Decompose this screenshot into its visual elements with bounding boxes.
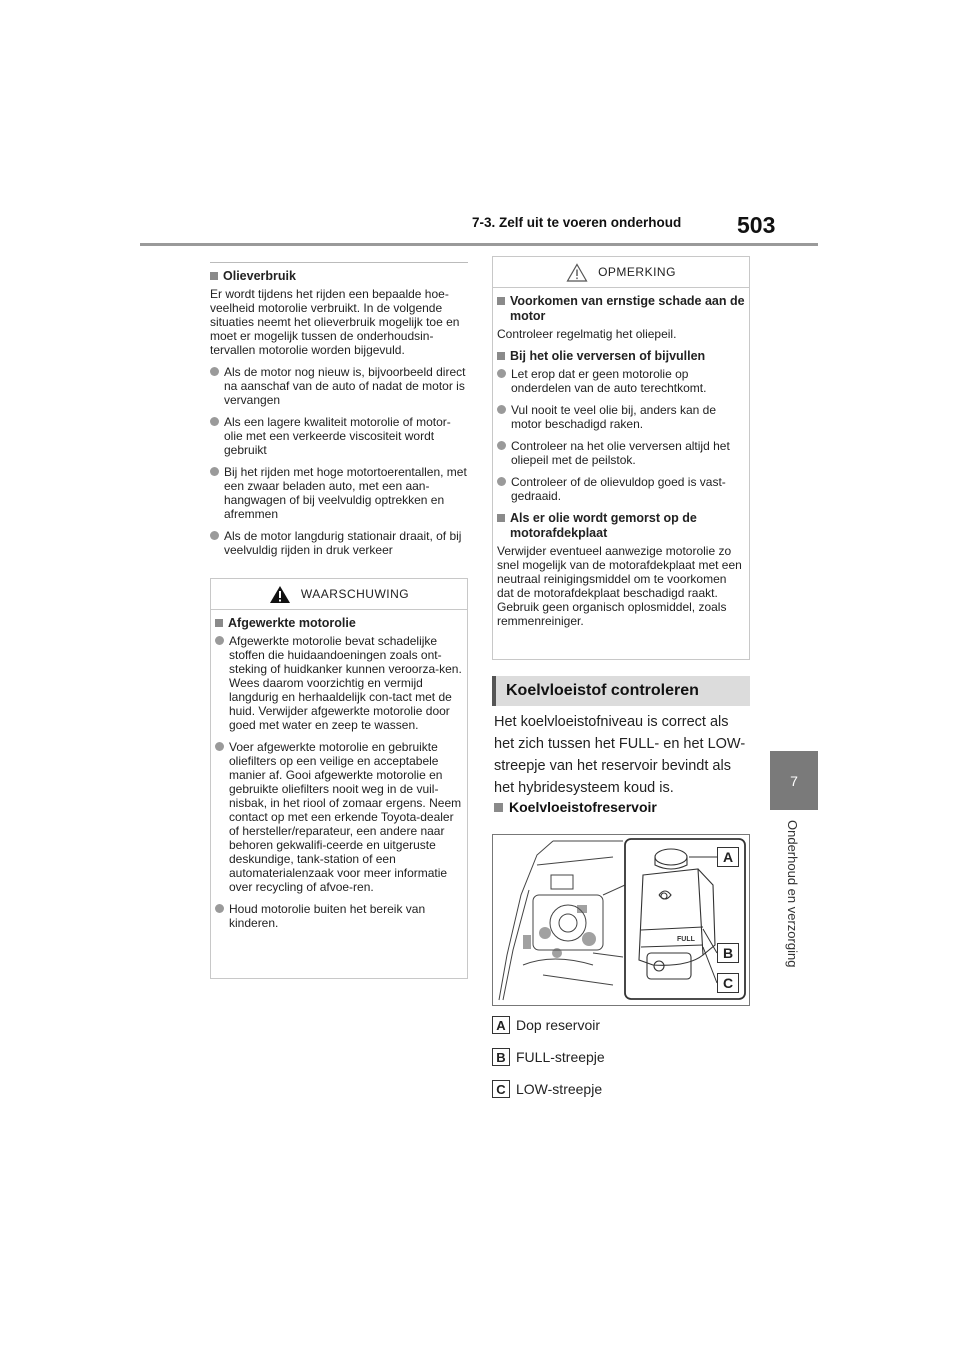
list-item: Controleer of de olievuldop goed is vast-gedraaid. [497,475,745,503]
square-bullet-icon [215,619,223,627]
list-item: Voer afgewerkte motorolie en gebruikte oliefilters op een veilige en acceptabele manier af. Gooi afgewerkte motorolie en gebruikte oliefilters nooit weg in de vuil-nisbak, in het riool of zomaar ergens. Neem contact op met een erkende Toyota-dealer of hersteller/reparateur, een andere naar behoren gekwalifi-ceerde en uitgeruste deskundige, tank-station of een automaterialenzaak voor meer informatie over recycling of afvoe-ren. [215,740,463,894]
legend-text: LOW-streepje [516,1081,603,1097]
figure-label-c: C [717,973,739,993]
square-bullet-icon [497,514,505,522]
notice-heading: Bij het olie verversen of bijvullen [497,349,745,364]
list-item: Afgewerkte motorolie bevat schadelijke stoffen die huidaandoeningen zoals ont-steking of huidkanker kunnen veroorza-ken. Wees daarom voorzichtig en vermijd langdurig en herhaaldelijk con-tact met de huid. Verwijder afgewerkte motorolie door goed met water en zeep te wassen. [215,634,463,732]
oil-consumption-section [210,262,468,565]
list-item: Controleer na het olie verversen altijd het oliepeil met de peilstok. [497,439,745,467]
square-bullet-icon [497,352,505,360]
legend-text: FULL-streepje [516,1049,605,1065]
section-rule [210,262,468,263]
oil-consumption-intro: Er wordt tijdens het rijden een bepaalde hoe-veelheid motorolie verbruikt. In de volgende situaties neemt het olieverbruik mogelijk toe en moet er mogelijk tussen de onderhoudsin-tervallen motorolie worden bijgevuld. [210,287,460,357]
warning-box [210,578,468,979]
notice-title-bar [493,257,749,288]
reservoir-heading: Koelvloeistofreservoir [494,799,657,815]
oil-consumption-heading: Olieverbruik [210,269,468,284]
list-item: Houd motorolie buiten het bereik van kinderen. [215,902,463,930]
square-bullet-icon [494,803,503,812]
bullet-dot-icon [210,531,219,540]
caution-outline-icon [566,263,588,282]
notice-title: OPMERKING [598,265,676,279]
list-item: Als een lagere kwaliteit motorolie of motor-olie met een verkeerde viscositeit wordt gebruikt [210,415,468,457]
coolant-section-title: Koelvloeistof controleren [492,676,750,706]
list-item: Vul nooit te veel olie bij, anders kan de motor beschadigd raken. [497,403,745,431]
notice-text: Controleer regelmatig het oliepeil. [497,327,677,341]
notice-heading: Als er olie wordt gemorst op de motorafdekplaat [497,511,745,541]
bullet-dot-icon [215,742,224,751]
bullet-dot-icon [497,405,506,414]
engine-bay-illustration [493,835,749,1005]
section-title: 7-3. Zelf uit te voeren onderhoud [472,215,682,230]
figure-label-b: B [717,943,739,963]
bullet-dot-icon [210,367,219,376]
bullet-dot-icon [215,636,224,645]
legend-key: C [492,1080,510,1098]
bullet-dot-icon [215,904,224,913]
legend-item [492,1048,750,1066]
legend-item [492,1080,750,1098]
warning-heading: Afgewerkte motorolie [215,616,463,631]
bullet-dot-icon [210,467,219,476]
warning-title: WAARSCHUWING [300,587,410,601]
bullet-dot-icon [497,441,506,450]
page-number: 503 [737,212,776,238]
warning-triangle-icon [269,585,291,604]
legend-item [492,1016,750,1034]
legend-key: A [492,1016,510,1034]
full-mark-text: FULL [677,936,695,943]
square-bullet-icon [210,272,218,280]
coolant-intro: Het koelvloeistofniveau is correct als het zich tussen het FULL- en het LOW-streepje van het reservoir bevindt als het hybridesysteem koud is. [494,714,746,796]
chapter-label: Onderhoud en verzorging [785,820,800,968]
legend-text: Dop reservoir [516,1017,601,1033]
notice-box [492,256,750,660]
chapter-tab: 7 [770,751,818,810]
header-rule [140,243,818,246]
warning-title-bar [211,579,467,610]
list-item: Als de motor langdurig stationair draait, of bij veelvuldig rijden in druk verkeer [210,529,468,557]
notice-heading: Voorkomen van ernstige schade aan de motor [497,294,745,324]
figure-label-a: A [717,847,739,867]
bullet-dot-icon [497,477,506,486]
list-item: Let erop dat er geen motorolie op onderdelen van de auto terechtkomt. [497,367,745,395]
square-bullet-icon [497,297,505,305]
list-item: Bij het rijden met hoge motortoerentallen, met een zwaar beladen auto, met een aan-hangwagen of bij veelvuldig optrekken en afremmen [210,465,468,521]
notice-text: Verwijder eventueel aanwezige motorolie zo snel mogelijk van de motorafdekplaat met een neutraal reinigingsmiddel om te voorkomen dat de motorafdekplaat beschadigd raakt. Gebruik geen organisch oplosmiddel, zoals remmenreiniger. [497,544,742,628]
bullet-dot-icon [210,417,219,426]
legend-key: B [492,1048,510,1066]
list-item: Als de motor nog nieuw is, bijvoorbeeld direct na aanschaf van de auto of nadat de motor is vervangen [210,365,468,407]
coolant-reservoir-figure [492,834,750,1006]
bullet-dot-icon [497,369,506,378]
